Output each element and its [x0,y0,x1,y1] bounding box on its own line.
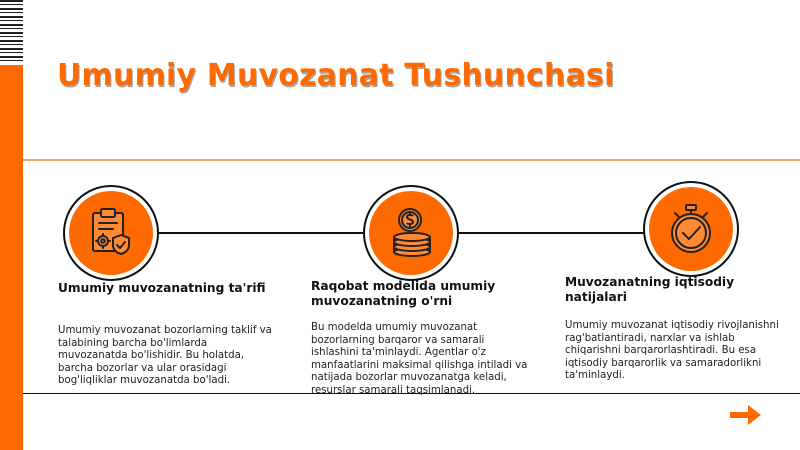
slide-title: Umumiy Muvozanat Tushunchasi [57,58,615,93]
stopwatch-check-icon [663,201,719,257]
clipboard-gear-icon [83,205,139,261]
card-3-text: Umumiy muvozanat iqtisodiy rivojlanishni rag'batlantiradi, narxlar va ishlab chiqarishni barqarorlashtiradi. Bu esa iqtisodiy barqarorlik va samaradorlikni ta'minlaydi. [565,320,779,382]
card-1-title: Umumiy muvozanatning ta'rifi [58,281,266,295]
coin-stack-icon [382,204,440,262]
title-divider [23,159,800,161]
left-accent-bar [0,65,23,450]
card-1-text: Umumiy muvozanat bozorlarning taklif va talabining barcha bo'limlarda muvozanatda bo'lishidir. Bu holatda, barcha bozorlar va ular orasidagi bog'liqliklar muvozanatda bo'ladi. [58,325,272,387]
barcode-decoration [0,0,23,63]
card-3-icon-circle [643,181,739,277]
arrow-right-icon[interactable] [730,404,762,426]
card-2-title: Raqobat modelida umumiy muvozanatning o'rni [311,279,496,308]
card-1-icon-circle [63,185,159,281]
card-2-text: Bu modelda umumiy muvozanat bozorlarning barqaror va samarali ishlashini ta'minlaydi. Agentlar o'z manfaatlarini maksimal qilishga intiladi va natijada bozorlar muvozanatga keladi, resurslar samarali taqsimlanadi. [311,322,528,396]
card-3-title: Muvozanatning iqtisodiy natijalari [565,275,735,304]
card-2-icon-circle [363,185,459,281]
